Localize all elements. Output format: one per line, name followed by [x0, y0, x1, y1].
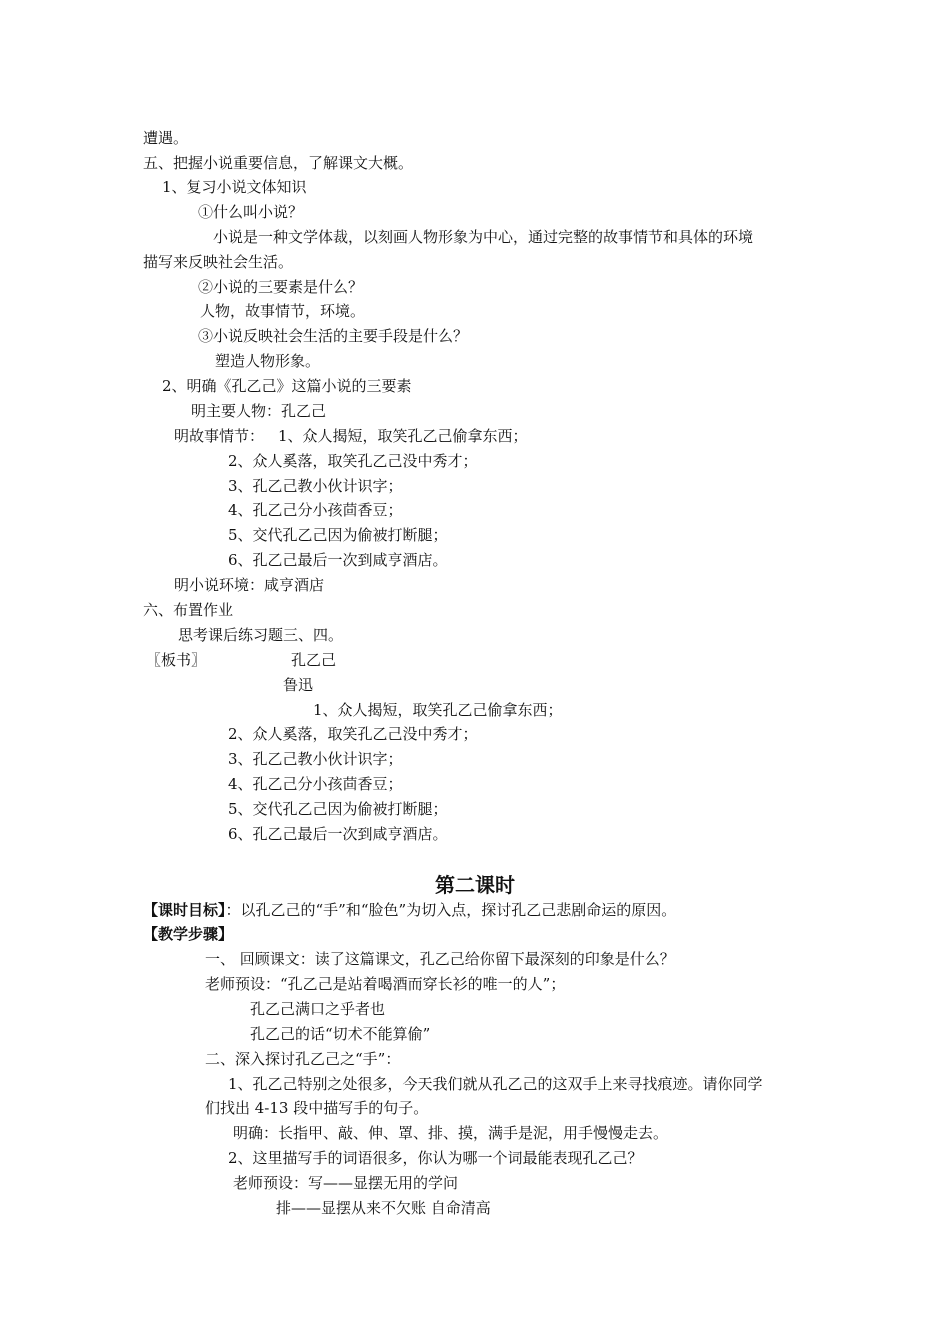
- board-item: 5、交代孔乙己因为偷被打断腿；: [228, 800, 448, 818]
- text-line: 遭遇。: [143, 129, 189, 147]
- goal-label: 【课时目标】: [143, 901, 226, 919]
- goal-text: ：以孔乙己的“手”和“脸色”为切入点，探讨孔乙己悲剧命运的原因。: [225, 901, 677, 919]
- step-2: 二、深入探讨孔乙己之“手”：: [205, 1050, 401, 1068]
- lesson-title: 第二课时: [435, 873, 515, 897]
- plot-item: 4、孔乙己分小孩茴香豆；: [228, 501, 403, 519]
- steps-label: 【教学步骤】: [143, 925, 234, 943]
- board-item: 4、孔乙己分小孩茴香豆；: [228, 775, 403, 793]
- board-item: 6、孔乙己最后一次到咸亨酒店。: [228, 825, 448, 843]
- question-2: ②小说的三要素是什么？: [198, 278, 364, 296]
- question-2-2: 2、这里描写手的词语很多，你认为哪一个词最能表现孔乙己？: [228, 1149, 643, 1167]
- question-2-1-line-2: 们找出 4-13 段中描写手的句子。: [205, 1099, 429, 1117]
- answer-1-line-1: 小说是一种文学体裁，以刻画人物形象为中心，通过完整的故事情节和具体的环境: [213, 228, 754, 246]
- preset-1: 老师预设：“孔乙己是站着喝酒而穿长衫的唯一的人”；: [205, 975, 566, 993]
- answer-2-1: 明确：长指甲、敲、伸、罩、排、摸，满手是泥，用手慢慢走去。: [233, 1124, 669, 1142]
- preset-2-2b: 排——显摆从来不欠账 自命清高: [276, 1199, 491, 1217]
- answer-2: 人物，故事情节，环境。: [200, 302, 366, 320]
- preset-1c: 孔乙己的话“切术不能算偷”: [250, 1025, 431, 1043]
- board-author: 鲁迅: [283, 676, 314, 694]
- question-2-1-line-1: 1、孔乙己特别之处很多，今天我们就从孔乙己的这双手上来寻找痕迹。请你同学: [228, 1075, 763, 1093]
- subsection-2: 2、明确《孔乙己》这篇小说的三要素: [162, 377, 412, 395]
- board-item: 2、众人奚落，取笑孔乙己没中秀才；: [228, 725, 478, 743]
- step-1: 一、 回顾课文：读了这篇课文，孔乙己给你留下最深刻的印象是什么？: [205, 950, 675, 968]
- question-1: ①什么叫小说？: [198, 203, 304, 221]
- preset-2-2: 老师预设：写——显摆无用的学问: [233, 1174, 459, 1192]
- setting: 明小说环境：咸亨酒店: [174, 576, 325, 594]
- board-label: 〖板书〗: [146, 651, 207, 669]
- preset-1b: 孔乙己满口之乎者也: [250, 1000, 386, 1018]
- section-heading-5: 五、把握小说重要信息，了解课文大概。: [143, 154, 414, 172]
- plot-item: 5、交代孔乙己因为偷被打断腿；: [228, 526, 448, 544]
- plot-label: 明故事情节：: [174, 427, 265, 445]
- answer-1-line-2: 描写来反映社会生活。: [143, 253, 294, 271]
- board-item: 1、众人揭短，取笑孔乙己偷拿东西；: [313, 701, 563, 719]
- board-item: 3、孔乙己教小伙计识字；: [228, 750, 403, 768]
- board-title: 孔乙己: [291, 651, 337, 669]
- question-3: ③小说反映社会生活的主要手段是什么？: [198, 327, 469, 345]
- section-heading-6: 六、布置作业: [143, 601, 234, 619]
- homework: 思考课后练习题三、四。: [178, 626, 344, 644]
- subsection-1: 1、复习小说文体知识: [162, 178, 307, 196]
- answer-3: 塑造人物形象。: [215, 352, 321, 370]
- lesson-goal: [143, 900, 676, 920]
- plot-item: 3、孔乙己教小伙计识字；: [228, 477, 403, 495]
- main-character: 明主要人物：孔乙己: [191, 402, 327, 420]
- plot-item: 6、孔乙己最后一次到咸亨酒店。: [228, 551, 448, 569]
- plot-item: 2、众人奚落，取笑孔乙己没中秀才；: [228, 452, 478, 470]
- plot-item: 1、众人揭短，取笑孔乙己偷拿东西；: [278, 427, 528, 445]
